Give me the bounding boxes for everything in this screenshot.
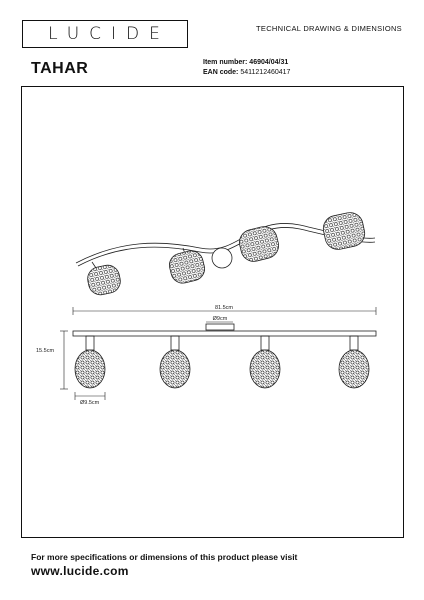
spot-2 bbox=[167, 248, 207, 286]
spot-1 bbox=[85, 262, 122, 297]
item-number-value: 46904/04/31 bbox=[249, 59, 289, 66]
logo-text: LUCIDE bbox=[48, 24, 170, 44]
front-spot-3 bbox=[250, 336, 280, 388]
spot-3 bbox=[237, 224, 282, 264]
product-name: TAHAR bbox=[31, 60, 89, 77]
base-diameter-label: Ø9cm bbox=[212, 316, 228, 322]
mounting-bar bbox=[73, 331, 376, 336]
shade-diameter-label: Ø9.5cm bbox=[80, 400, 100, 406]
document-type: TECHNICAL DRAWING & DIMENSIONS bbox=[256, 24, 402, 33]
website-link[interactable]: www.lucide.com bbox=[31, 564, 129, 578]
ean-label: EAN code: bbox=[203, 69, 239, 76]
height-label: 15.5cm bbox=[36, 348, 55, 354]
total-length-label: 81.5cm bbox=[214, 305, 234, 311]
ean-value: 5411212460417 bbox=[240, 69, 291, 76]
perspective-view bbox=[76, 210, 375, 297]
spot-4 bbox=[321, 210, 367, 252]
front-spot-2 bbox=[160, 336, 190, 388]
footer-text: For more specifications or dimensions of this product please visit bbox=[31, 552, 298, 562]
front-spot-1 bbox=[75, 336, 105, 388]
center-canopy bbox=[212, 248, 232, 268]
item-number-label: Item number: bbox=[203, 59, 248, 66]
front-spot-4 bbox=[339, 336, 369, 388]
